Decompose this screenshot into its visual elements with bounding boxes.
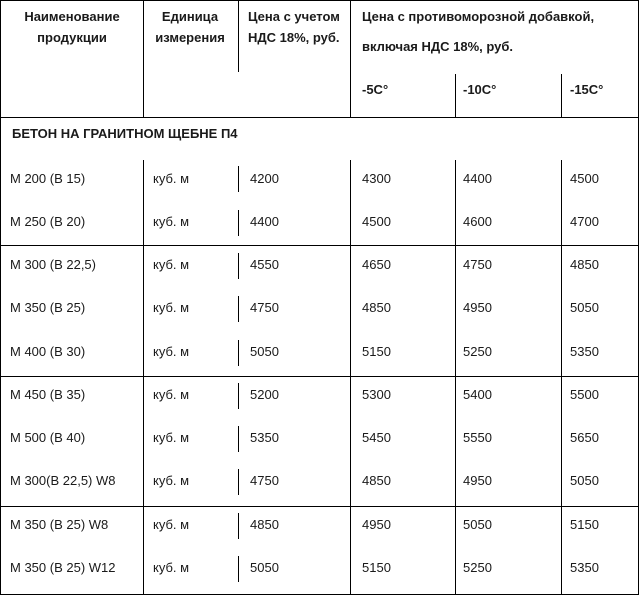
header-antifreeze-line2: включая НДС 18%, руб. (362, 39, 514, 54)
row-price: 5050 (250, 560, 279, 575)
row-price: 5350 (250, 430, 279, 445)
row-price: 5050 (250, 344, 279, 359)
row-product: М 350 (В 25) W8 (10, 517, 109, 532)
row-price-10: 5050 (463, 517, 492, 532)
row-price-5: 4850 (362, 473, 391, 488)
row-price-15: 5650 (570, 430, 599, 445)
column-divider (238, 426, 239, 452)
column-divider (561, 246, 562, 376)
row-product: М 350 (В 25) W12 (10, 560, 116, 575)
row-price: 4850 (250, 517, 279, 532)
column-divider (350, 246, 351, 376)
header-temp-10: -10С° (463, 82, 497, 97)
section-title: БЕТОН НА ГРАНИТНОМ ЩЕБНЕ П4 (12, 126, 238, 141)
column-divider (561, 507, 562, 595)
row-price-15: 5350 (570, 344, 599, 359)
row-product: М 200 (В 15) (10, 171, 86, 186)
column-divider (238, 296, 239, 322)
header-divider (143, 0, 144, 118)
column-divider (238, 469, 239, 495)
row-unit: куб. м (153, 171, 190, 186)
row-price-5: 4500 (362, 214, 391, 229)
column-divider (350, 160, 351, 246)
row-unit: куб. м (153, 517, 190, 532)
header-divider (561, 74, 562, 118)
row-price-5: 5150 (362, 560, 391, 575)
row-price-15: 5150 (570, 517, 599, 532)
row-price-5: 5300 (362, 387, 391, 402)
row-price-15: 4700 (570, 214, 599, 229)
column-divider (350, 377, 351, 507)
row-unit: куб. м (153, 257, 190, 272)
column-divider (238, 166, 239, 192)
row-product: М 400 (В 30) (10, 344, 86, 359)
row-product: М 500 (В 40) (10, 430, 86, 445)
header-temp-5: -5С° (362, 82, 389, 97)
row-price-10: 4400 (463, 171, 492, 186)
row-price: 5200 (250, 387, 279, 402)
row-unit: куб. м (153, 430, 190, 445)
row-price-10: 5550 (463, 430, 492, 445)
row-price-5: 4650 (362, 257, 391, 272)
column-divider (143, 160, 144, 246)
row-product: М 250 (В 20) (10, 214, 86, 229)
column-divider (350, 507, 351, 595)
row-unit: куб. м (153, 300, 190, 315)
column-divider (238, 513, 239, 539)
row-price-15: 5500 (570, 387, 599, 402)
row-product: М 450 (В 35) (10, 387, 86, 402)
row-product: М 350 (В 25) (10, 300, 86, 315)
row-unit: куб. м (153, 344, 190, 359)
column-divider (238, 556, 239, 582)
row-price-10: 5400 (463, 387, 492, 402)
group-rule (0, 376, 639, 377)
column-divider (455, 507, 456, 595)
column-divider (455, 246, 456, 376)
column-divider (238, 253, 239, 279)
row-price-5: 4300 (362, 171, 391, 186)
column-divider (143, 246, 144, 376)
column-divider (455, 160, 456, 246)
row-price-5: 5150 (362, 344, 391, 359)
row-product: М 300(В 22,5) W8 (10, 473, 116, 488)
row-price: 4400 (250, 214, 279, 229)
group-rule (0, 245, 639, 246)
column-divider (143, 377, 144, 507)
header-antifreeze-line1: Цена с противоморозной добавкой, (362, 9, 595, 24)
column-divider (238, 340, 239, 366)
row-price-5: 4850 (362, 300, 391, 315)
row-price: 4200 (250, 171, 279, 186)
row-price-5: 4950 (362, 517, 391, 532)
row-price: 4550 (250, 257, 279, 272)
row-unit: куб. м (153, 473, 190, 488)
row-price-5: 5450 (362, 430, 391, 445)
header-temp-15: -15С° (570, 82, 604, 97)
header-unit: Единица измерения (155, 9, 225, 45)
row-price: 4750 (250, 300, 279, 315)
column-divider (561, 160, 562, 246)
header-divider (238, 0, 239, 72)
group-rule (0, 506, 639, 507)
column-divider (143, 507, 144, 595)
header-divider (350, 0, 351, 118)
column-divider (455, 377, 456, 507)
row-price-15: 4850 (570, 257, 599, 272)
row-price-10: 4750 (463, 257, 492, 272)
row-price-10: 5250 (463, 560, 492, 575)
column-divider (238, 383, 239, 409)
header-product: Наименование продукции (24, 9, 120, 45)
row-unit: куб. м (153, 214, 190, 229)
row-price-10: 5250 (463, 344, 492, 359)
header-price: Цена с учетом НДС 18%, руб. (248, 9, 340, 45)
row-price-15: 5050 (570, 473, 599, 488)
row-price-10: 4950 (463, 473, 492, 488)
row-price-15: 5050 (570, 300, 599, 315)
row-price-10: 4950 (463, 300, 492, 315)
column-divider (561, 377, 562, 507)
header-divider (455, 74, 456, 118)
row-product: М 300 (В 22,5) (10, 257, 96, 272)
row-unit: куб. м (153, 560, 190, 575)
header-bottom-rule (0, 117, 639, 118)
column-divider (238, 210, 239, 236)
row-price: 4750 (250, 473, 279, 488)
row-price-15: 4500 (570, 171, 599, 186)
row-unit: куб. м (153, 387, 190, 402)
row-price-10: 4600 (463, 214, 492, 229)
row-price-15: 5350 (570, 560, 599, 575)
